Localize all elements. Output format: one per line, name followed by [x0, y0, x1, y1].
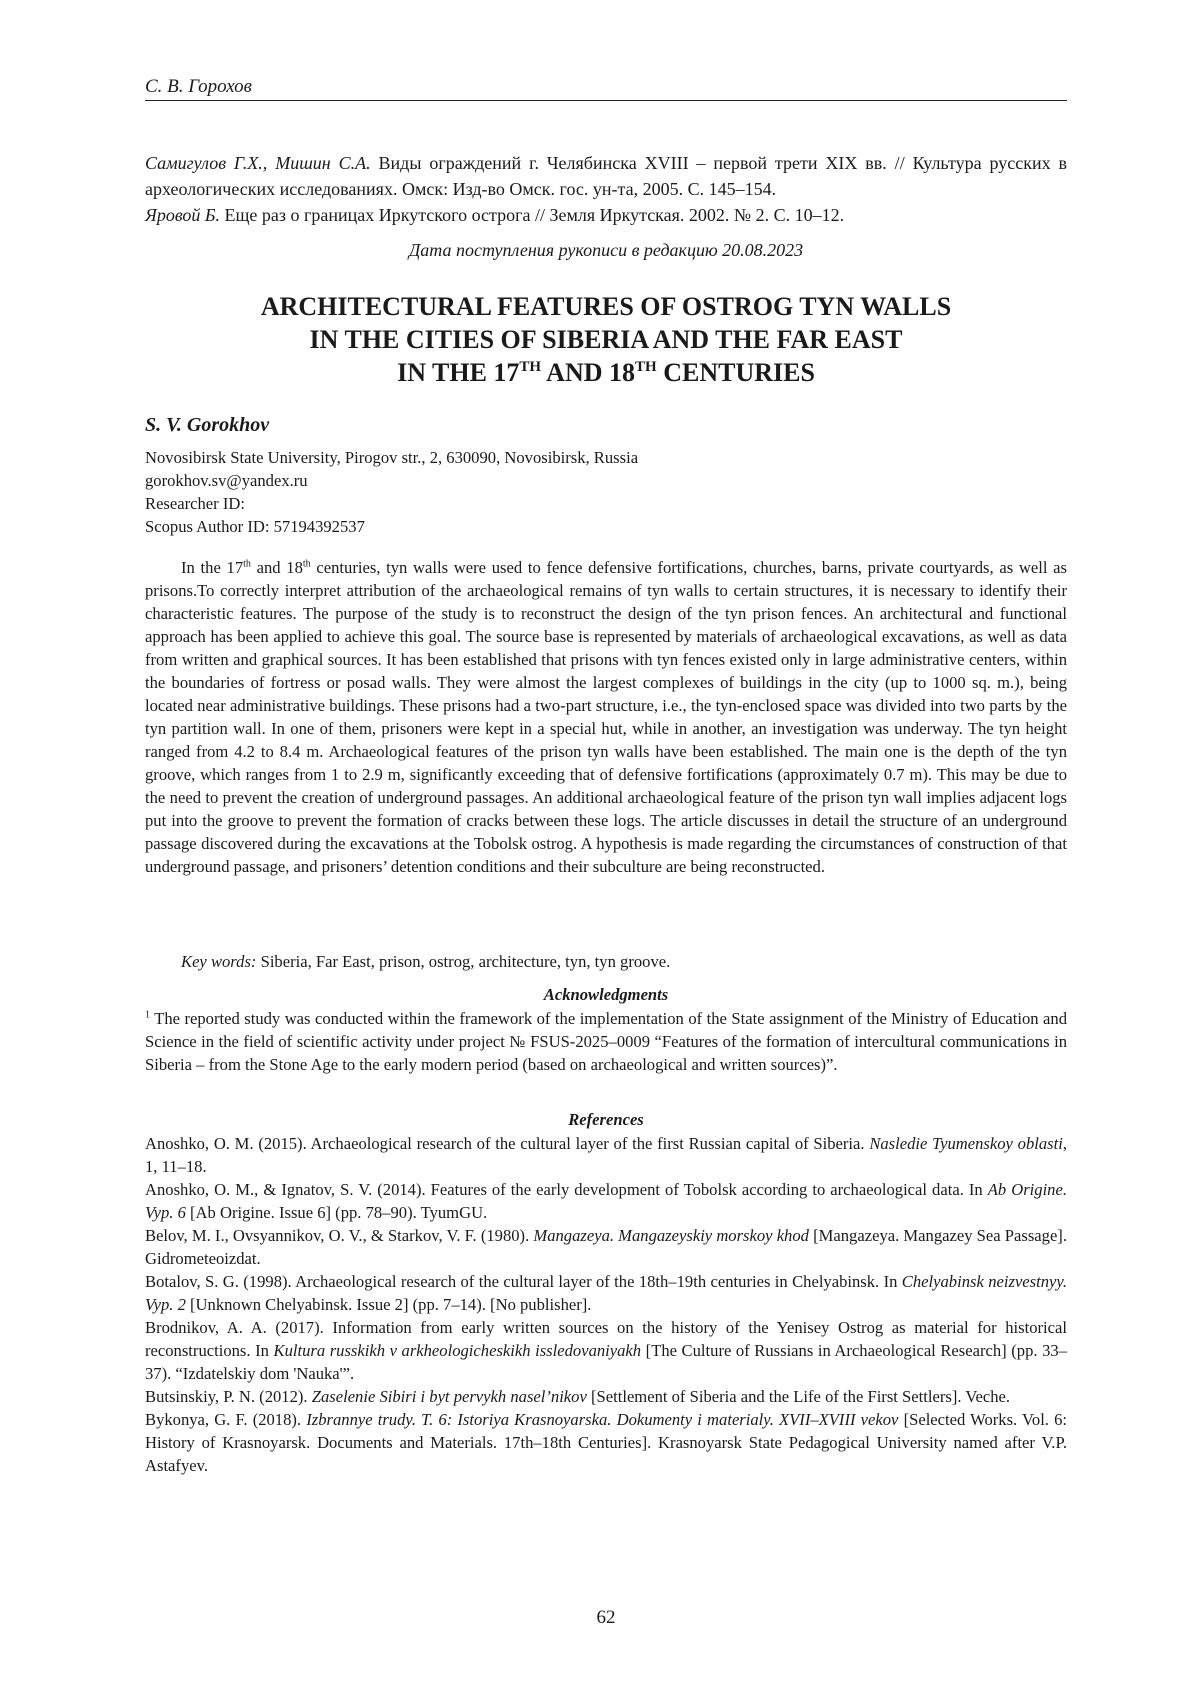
scopus-id: Scopus Author ID: 57194392537: [145, 515, 638, 538]
title-text: IN THE 17: [397, 358, 519, 387]
reference-source: Mangazeya. Mangazeyskiy morskoy khod: [533, 1226, 809, 1245]
email: gorokhov.sv@yandex.ru: [145, 469, 638, 492]
reference-item: [145, 1408, 1067, 1477]
reference-post: [Settlement of Siberia and the Life of the First Settlers]. Veche.: [587, 1387, 1010, 1406]
abstract-text: In the 17: [181, 558, 243, 577]
page-number: 62: [145, 1607, 1067, 1629]
reference-source: Chelyabinsk neizvestnyy. Vyp. 2: [145, 1272, 1067, 1314]
reference-post: [Mangazeya. Mangazey Sea Passage]. Gidrometeoizdat.: [145, 1226, 1067, 1268]
article-title: [145, 290, 1067, 389]
reference-item: [145, 1316, 1067, 1385]
affiliation: Novosibirsk State University, Pirogov str., 2, 630090, Novosibirsk, Russia: [145, 446, 638, 469]
reference-pre: Belov, M. I., Ovsyannikov, O. V., & Starkov, V. F. (1980).: [145, 1226, 533, 1245]
keywords-label: Key words:: [181, 952, 256, 971]
title-line: ARCHITECTURAL FEATURES OF OSTROG TYN WALLS: [145, 290, 1067, 323]
reference-source: Ab Origine. Vyp. 6: [145, 1180, 1067, 1222]
author-details: [145, 446, 638, 538]
keywords-text: Siberia, Far East, prison, ostrog, architecture, tyn, tyn groove.: [256, 952, 670, 971]
reference-authors: Яровой Б.: [145, 205, 220, 225]
keywords: [181, 952, 670, 972]
title-line: [145, 356, 1067, 389]
title-superscript: TH: [519, 359, 541, 375]
reference-source: Nasledie Tyumenskoy oblasti: [869, 1134, 1063, 1153]
abstract-text: centuries, tyn walls were used to fence defensive fortifications, churches, barns, private courtyards, as well as prisons.To correctly interpret attribution of the archaeological remains of tyn walls to certain structures, it is necessary to identify their characteristic features. The purpose of the study is to reconstruct the design of the tyn prison fences. An architectural and functional approach has been applied to achieve this goal. The source base is represented by materials of archaeological excavations, as well as data from written and graphical sources. It has been established that prisons with tyn fences existed only in large administrative centers, within the boundaries of fortress or posad walls. They were almost the largest complexes of buildings in the city (up to 1000 sq. m.), being located near administrative buildings. These prisons had a two-part structure, i.e., the tyn-enclosed space was divided into two parts by the tyn partition wall. In one of them, prisoners were kept in a special hut, while in another, an investigation was underway. The tyn height ranged from 4.2 to 8.4 m. Archaeological features of the prison tyn walls have been established. The main one is the depth of the tyn groove, which ranges from 1 to 2.9 m, significantly exceeding that of defensive fortifications (approximately 0.7 m). This may be due to the need to prevent the creation of underground passages. An additional archaeological feature of the prison tyn wall implies adjacent logs put into the groove to prevent the formation of cracks between these logs. The article discusses in detail the structure of an underground passage discovered during the excavations at the Tobolsk ostrog. A hypothesis is made regarding the circumstances of construction of that underground passage, and prisoners’ detention conditions and their subculture are being reconstructed.: [145, 558, 1067, 876]
abstract: [145, 556, 1067, 878]
acknowledgments-heading: Acknowledgments: [145, 985, 1067, 1005]
reference-item: [145, 1178, 1067, 1224]
reference-item: [145, 1385, 1067, 1408]
reference-post: , 1, 11–18.: [145, 1134, 1067, 1176]
acknowledgments-body: The reported study was conducted within the framework of the implementation of the State assignment of the Ministry of Education and Science in the field of scientific activity under project № FSUS-2025–0009 “Features of the formation of intercultural communications in Siberia – from the Stone Age to the early modern period (based on archaeological and written sources)”.: [145, 1009, 1067, 1074]
acknowledgments-text: [145, 1007, 1067, 1076]
reference-pre: Butsinskiy, P. N. (2012).: [145, 1387, 312, 1406]
reference-pre: Botalov, S. G. (1998). Archaeological research of the cultural layer of the 18th–19th centuries in Chelyabinsk. In: [145, 1272, 902, 1291]
reference-pre: Bykonya, G. F. (2018).: [145, 1410, 306, 1429]
reference-entry: [145, 150, 1067, 202]
title-line: IN THE CITIES OF SIBERIA AND THE FAR EAST: [145, 323, 1067, 356]
footnote-marker: 1: [145, 1009, 150, 1020]
reference-source: Kultura russkikh v arkheologicheskikh issledovaniyakh: [274, 1341, 642, 1360]
reference-source: Zaselenie Sibiri i byt pervykh nasel’nikov: [312, 1387, 587, 1406]
reference-entry: [145, 202, 1067, 228]
title-superscript: TH: [635, 359, 657, 375]
reference-post: [Ab Origine. Issue 6] (pp. 78–90). TyumGU.: [186, 1203, 487, 1222]
reference-item: [145, 1224, 1067, 1270]
reference-item: [145, 1270, 1067, 1316]
reference-pre: Anoshko, O. M., & Ignatov, S. V. (2014). Features of the early development of Tobolsk according to archaeological data. In: [145, 1180, 988, 1199]
researcher-id: Researcher ID:: [145, 492, 638, 515]
abstract-superscript: th: [243, 558, 251, 569]
abstract-superscript: th: [303, 558, 311, 569]
reference-pre: Brodnikov, A. A. (2017). Information from early written sources on the history of the Yenisey Ostrog as material for historical reconstructions. In: [145, 1318, 1067, 1360]
references-heading: References: [145, 1110, 1067, 1130]
author-name: S. V. Gorokhov: [145, 414, 269, 437]
received-date: Дата поступления рукописи в редакцию 20.08.2023: [145, 240, 1067, 261]
references-list: [145, 1132, 1067, 1477]
reference-item: [145, 1132, 1067, 1178]
reference-pre: Anoshko, O. M. (2015). Archaeological research of the cultural layer of the first Russian capital of Siberia.: [145, 1134, 869, 1153]
title-text: AND 18: [541, 358, 635, 387]
reference-post: [Unknown Chelyabinsk. Issue 2] (pp. 7–14). [No publisher].: [186, 1295, 592, 1314]
title-text: CENTURIES: [657, 358, 815, 387]
running-head: С. В. Горохов: [145, 76, 1067, 101]
reference-source: Izbrannye trudy. T. 6: Istoriya Krasnoyarska. Dokumenty i materialy. XVII–XVIII vekov: [306, 1410, 898, 1429]
previous-page-references: [145, 150, 1067, 228]
reference-authors: Самигулов Г.Х., Мишин С.А.: [145, 153, 371, 173]
abstract-text: and 18: [251, 558, 303, 577]
reference-post: [The Culture of Russians in Archaeological Research] (pp. 33–37). “Izdatelskiy dom 'Nauka'”.: [145, 1341, 1067, 1383]
reference-post: [Selected Works. Vol. 6: History of Krasnoyarsk. Documents and Materials. 17th–18th Centuries]. Krasnoyarsk State Pedagogical University named after V.P. Astafyev.: [145, 1410, 1067, 1475]
reference-text: Еще раз о границах Иркутского острога // Земля Иркутская. 2002. № 2. С. 10–12.: [220, 205, 844, 225]
reference-text: Виды ограждений г. Челябинска XVIII – первой трети XIX вв. // Культура русских в археологических исследованиях. Омск: Изд-во Омск. гос. ун-та, 2005. С. 145–154.: [145, 153, 1067, 199]
